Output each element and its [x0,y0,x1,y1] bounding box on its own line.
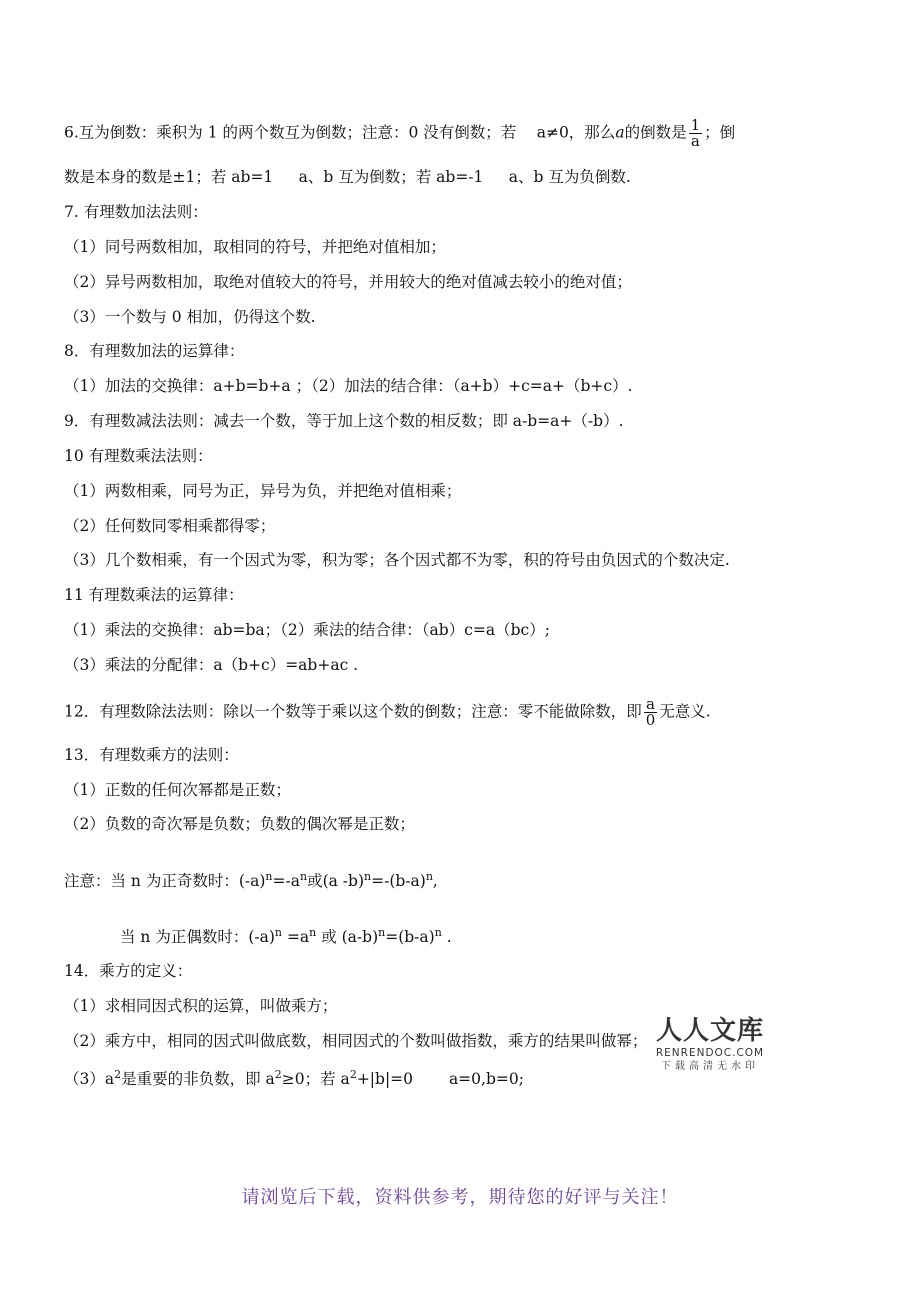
item-13-rule-2: （2）负数的奇次幂是负数；负数的偶次幂是正数； [64,815,415,833]
item-6-line-2: 数是本身的数是±1；若 ab=1 a、b 互为倒数；若 ab=-1 a、b 互为负倒数. [64,168,631,186]
exponent-2: 2 [114,1068,122,1081]
exponent-n: n [364,870,372,883]
note-even-power [120,922,452,948]
exponent-2: 2 [349,1068,357,1081]
note-odd-power [64,866,438,892]
item-6-line-1 [64,118,735,149]
renrendoc-watermark [646,1016,774,1074]
item-14-def-2: （2）乘方中，相同的因式叫做底数，相同因式的个数叫做指数，乘方的结果叫做幂； [64,1032,648,1050]
watermark-tagline: 下载高清无水印 [661,1061,759,1072]
text: 注意：当 n 为正奇数时：(-a) [64,872,266,890]
text: （3）a [64,1070,115,1088]
item-14-heading: 14．乘方的定义： [64,962,193,980]
exponent-n: n [378,926,386,939]
exponent-n: n [299,870,308,883]
text: =-a [272,872,300,890]
item-11-heading: 11 有理数乘法的运算律： [64,586,244,604]
text: 或(a -b) [307,872,364,890]
footer-note: 请浏览后下载，资料供参考，期待您的好评与关注！ [241,1187,679,1208]
item-13-rule-1: （1）正数的任何次幂都是正数； [64,781,291,799]
item-12-rule [64,697,711,728]
item-14-def-3 [64,1064,524,1090]
text: =a [282,928,310,946]
item-7-rule-3: （3）一个数与 0 相加，仍得这个数. [64,308,316,326]
fraction-1-over-a [689,118,703,149]
text: 或 (a-b) [316,928,379,946]
text: . [441,928,452,946]
text: 是重要的非负数，即 a [121,1070,275,1088]
item-11-laws: （1）乘法的交换律：ab=ba；（2）乘法的结合律：（ab）c=a（bc）; [64,621,550,639]
text: , [432,872,438,890]
text: +|b|=0 a=0,b=0; [356,1070,524,1088]
fraction-numerator: a [646,695,655,713]
item-14-def-1: （1）求相同因式积的运算，叫做乘方； [64,997,338,1015]
exponent-2: 2 [274,1068,282,1081]
text: =(b-a) [385,928,435,946]
item-10-rule-1: （1）两数相乘，同号为正，异号为负，并把绝对值相乘； [64,482,462,500]
fraction-numerator: 1 [690,116,701,134]
fraction-denominator: a [689,133,703,149]
exponent-n: n [425,870,433,883]
item-9-rule: 9．有理数减法法则：减去一个数，等于加上这个数的相反数；即 a-b=a+（-b）. [64,412,624,430]
item-10-heading: 10 有理数乘法法则： [64,447,213,465]
text: 无意义. [659,702,711,721]
variable-a: a [615,123,625,142]
item-10-rule-3: （3）几个数相乘，有一个因式为零，积为零；各个因式都不为零，积的符号由负因式的个数决定. [64,551,730,569]
text: 6.互为倒数：乘积为 1 的两个数互为倒数；注意：0 没有倒数；若 a≠0，那么 [64,123,616,142]
watermark-site: RENRENDOC.COM [655,1047,765,1059]
item-7-rule-1: （1）同号两数相加，取相同的符号，并把绝对值相加； [64,238,446,256]
text: =-(b-a) [371,872,426,890]
watermark-title: 人人文库 [655,1016,764,1046]
text: ；倒 [704,123,736,142]
exponent-n: n [309,926,317,939]
fraction-denominator: 0 [645,711,656,729]
exponent-n: n [274,926,283,939]
item-8-laws: （1）加法的交换律：a+b=b+a ；（2）加法的结合律：（a+b）+c=a+（b+c）. [64,377,633,395]
text: 12．有理数除法法则：除以一个数等于乘以这个数的倒数；注意：零不能做除数，即 [64,702,642,721]
item-7-rule-2: （2）异号两数相加，取绝对值较大的符号，并用较大的绝对值减去较小的绝对值； [64,273,632,291]
fraction-a-over-0 [644,697,658,728]
text: 的倒数是 [624,123,687,142]
text: 当 n 为正偶数时：(-a) [120,928,275,946]
item-7-heading: 7. 有理数加法法则： [64,203,208,221]
text: ≥0；若 a [281,1070,350,1088]
item-8-heading: 8．有理数加法的运算律： [64,342,245,360]
item-11-distributive: （3）乘法的分配律：a（b+c）=ab+ac . [64,656,359,674]
item-10-rule-2: （2）任何数同零相乘都得零； [64,517,276,535]
exponent-n: n [265,870,273,883]
exponent-n: n [434,926,442,939]
item-13-heading: 13．有理数乘方的法则： [64,746,239,764]
